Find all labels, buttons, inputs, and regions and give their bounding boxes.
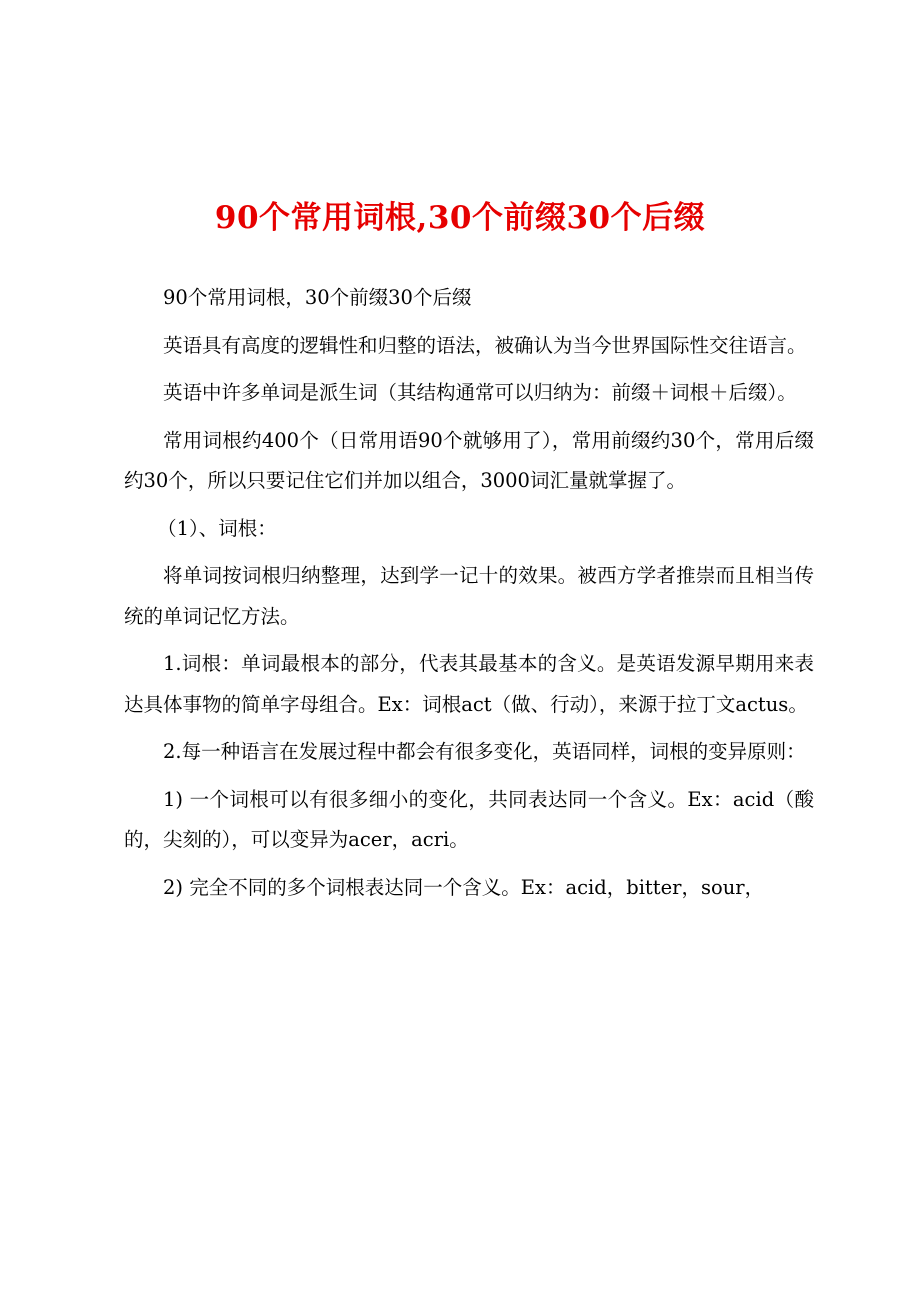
section-heading-roots: （1）、词根： [157,516,277,540]
document-title: 90个常用词根,30个前缀30个后缀 [214,200,706,236]
paragraph-method: 将单词按词根归纳整理，达到学一记十的效果。被西方学者推崇而且相当传统的单词记忆方法。 [124,564,814,628]
paragraph-counts: 常用词根约400个（日常用语90个就够用了），常用前缀约30个，常用后缀约30个，所以只要记住它们并加以组合，3000词汇量就掌握了。 [124,428,814,492]
paragraph-intro: 英语具有高度的逻辑性和归整的语法，被确认为当今世界国际性交往语言。 [163,333,807,357]
paragraph-root-definition: 1.词根：单词最根本的部分，代表其最基本的含义。是英语发源早期用来表达具体事物的简单字母组合。Ex：词根act（做、行动），来源于拉丁文actus。 [124,652,814,716]
document-body [124,278,814,915]
paragraph-derived-words: 英语中许多单词是派生词（其结构通常可以归纳为：前缀＋词根＋后缀）。 [163,381,797,404]
paragraph-rule-1: 1) 一个词根可以有很多细小的变化，共同表达同一个含义。Ex：acid（酸的，尖刻的），可以变异为acer，acri。 [124,787,814,851]
paragraph-subtitle: 90个常用词根，30个前缀30个后缀 [163,286,472,309]
paragraph-rule-2: 2) 完全不同的多个词根表达同一个含义。Ex：acid，bitter，sour， [163,875,765,899]
paragraph-variation-rule: 2.每一种语言在发展过程中都会有很多变化，英语同样，词根的变异原则： [163,740,806,763]
